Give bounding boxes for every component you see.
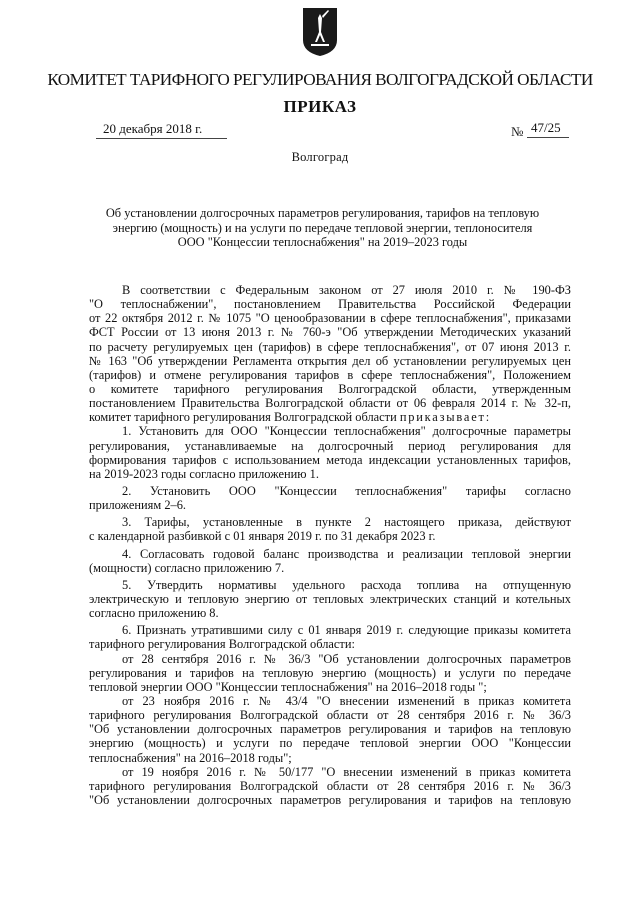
body-line: от 28 сентября 2016 г. № 36/3 "Об установлении долгосрочных параметров: [122, 651, 571, 666]
body-line: на 2019-2023 годы согласно приложению 1.: [89, 466, 319, 481]
document-type: ПРИКАЗ: [283, 97, 357, 116]
body-line: тарифного регулирования Волгоградской области от 28 сентября 2016 г. № 36/3: [89, 708, 571, 723]
repealed-order-3: [89, 765, 571, 807]
body-line: от 22 октября 2012 г. № 1075 "О ценообразовании в сфере теплоснабжения", приказами: [89, 311, 571, 326]
body-line: 1. Установить для ООО "Концессии теплоснабжения" долгосрочные параметры: [122, 424, 571, 439]
order-keyword: приказывает:: [399, 410, 491, 425]
body-line: тарифного регулирования Волгоградской области от 28 сентября 2016 г. № 36/3: [89, 778, 571, 793]
body-line: тепловой энергии ООО "Концессии теплоснабжения" на 2016–2018 годы ";: [89, 679, 487, 694]
body-line: ФСТ России от 13 июня 2013 г. № 760-э "Об утверждении Методических указаний: [89, 325, 571, 340]
repealed-order-1: [89, 652, 571, 694]
title-line: Об установлении долгосрочных параметров регулирования, тарифов на тепловую: [105, 206, 540, 220]
body-line: 4. Согласовать годовой баланс производства и реализации тепловой энергии: [122, 546, 571, 561]
item-5: [89, 578, 571, 620]
coat-of-arms-icon: [301, 6, 339, 58]
body-line: по расчету регулируемых цен (тарифов) в сфере теплоснабжения", от 07 июня 2013 г.: [89, 339, 571, 354]
order-intro-text: комитет тарифного регулирования Волгоградской области: [89, 410, 400, 425]
body-line: от 23 ноября 2016 г. № 43/4 "О внесении изменений в приказ комитета: [122, 693, 571, 708]
body-line: тарифного регулирования Волгоградской области:: [89, 637, 355, 652]
title-line: энергию (мощность) и на услуги по передаче тепловой энергии, теплоносителя: [112, 220, 533, 235]
body-line: 6. Признать утратившими силу с 01 января 2019 г. следующие приказы комитета: [122, 623, 571, 638]
organization-name: КОМИТЕТ ТАРИФНОГО РЕГУЛИРОВАНИЯ ВОЛГОГРАДСКОЙ ОБЛАСТИ: [47, 70, 593, 89]
order-intro-line: [89, 410, 571, 424]
repealed-order-2: [89, 694, 571, 765]
body-line: (тарифов) и отмене регулирования тарифов в сфере теплоснабжения", Положением: [89, 367, 571, 382]
body-line: формирования тарифов с использованием метода индексации установленных тарифов,: [89, 452, 571, 467]
body-line: 2. Установить ООО "Концессии теплоснабжения" тарифы согласно: [122, 483, 571, 498]
document-title: [95, 206, 550, 250]
body-line: теплоснабжения" на 2016–2018 годы";: [89, 750, 292, 765]
item-1: [89, 424, 571, 481]
body-line: (мощности) согласно приложению 7.: [89, 560, 285, 575]
item-3: [89, 515, 571, 543]
body-line: В соответствии с Федеральным законом от 27 июля 2010 г. № 190-ФЗ: [122, 283, 571, 297]
number-label: №: [511, 124, 524, 139]
body-line: от 19 ноября 2016 г. № 50/177 "О внесении изменений в приказ комитета: [122, 764, 571, 779]
body-line: регулирования и тарифов на тепловую энергию (мощность) и услуги по передаче: [89, 665, 571, 680]
body-line: приложениям 2–6.: [89, 498, 187, 513]
item-6: [89, 623, 571, 651]
body-line: № 163 "Об утверждении Регламента открытия дел об установлении регулируемых цен: [89, 353, 571, 368]
body-line: энергию (мощность) и услуги по передаче тепловой энергии ООО "Концессии: [89, 736, 571, 751]
document-city: Волгоград: [291, 150, 349, 164]
body-line: с календарной разбивкой с 01 января 2019 г. по 31 декабря 2023 г.: [89, 529, 436, 544]
body-line: постановлением Правительства Волгоградской области от 06 февраля 2014 г. № 32-п,: [89, 396, 571, 411]
title-line: ООО "Концессии теплоснабжения" на 2019–2023 годы: [177, 235, 468, 250]
item-2: [89, 484, 571, 512]
number-underline: [527, 137, 569, 138]
body-line: 3. Тарифы, установленные в пункте 2 настоящего приказа, действуют: [122, 515, 571, 530]
body-line: электрическую и тепловую энергию от тепловых электрических станций и котельных: [89, 591, 571, 606]
document-date: 20 декабря 2018 г.: [103, 121, 203, 136]
item-4: [89, 547, 571, 575]
body-line: 5. Утвердить нормативы удельного расхода топлива на отпущенную: [122, 577, 571, 592]
body-line: "Об установлении долгосрочных параметров регулирования и тарифов на тепловую: [89, 792, 571, 807]
body-line: регулирования, устанавливаемые на долгосрочный период регулирования для: [89, 438, 571, 453]
body-line: о комитете тарифного регулирования Волгоградской области, утвержденным: [89, 381, 571, 396]
preamble-paragraph: [89, 283, 571, 424]
body-line: согласно приложению 8.: [89, 606, 219, 621]
document-body: [89, 283, 571, 807]
body-line: "О теплоснабжении", постановлением Правительства Российской Федерации: [89, 297, 571, 312]
document-number: 47/25: [531, 120, 561, 135]
date-underline: [96, 138, 227, 139]
body-line: "Об установлении долгосрочных параметров регулирования и тарифов на тепловую: [89, 722, 571, 737]
